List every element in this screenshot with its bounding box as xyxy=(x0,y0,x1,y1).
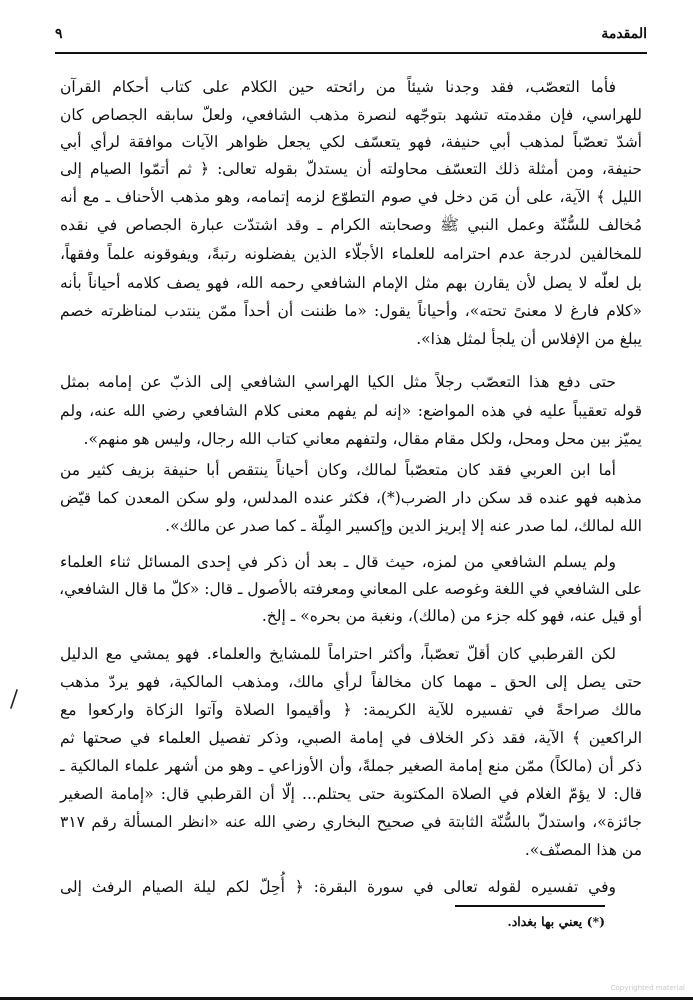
text-line: على الشافعي في اللغة وغوصه على المعاني ومعرفته بالأصول ـ قال: «كلّ ما قال الشافعي، xyxy=(59,580,642,598)
running-head xyxy=(55,26,647,48)
text-line: قال: لا يؤمّ الغلام في الصلاة المكتوبة حتى يحتلم... إلّا أن القرطبي قال: «إمامة الصغير xyxy=(60,785,642,803)
text-line: حتى يصل إلى الحق ـ مهما كان مخالفاً لرأي مالك، ومذهب المالكية، فهو يردّ مذهب xyxy=(60,673,642,691)
text-line: الراكعين ﴾ الآية، فقد ذكر الخلاف في إمامة الصبي، وذكر تفصيل العلماء في صحتها ثم xyxy=(60,729,642,747)
watermark: Copyrighted material xyxy=(610,984,685,992)
header-rule xyxy=(55,52,647,54)
text-line: مُخالف للسُّنّة وعمل النبي ﷺ وصحابته الكرام ـ وقد اشتدّت عبارة الجصاص في نقده xyxy=(60,216,642,234)
footnote: (*) يعني بها بغداد. xyxy=(507,914,605,929)
text-line: ذكر أن (مالكاً) ممّن منع إمامة الصغير جملةً، وأن الأوزاعي ـ وهو من أشهر علماء المالكية ـ xyxy=(60,757,642,775)
text-line: الليل ﴾ الآية، على أن مَن دخل في صوم التطوّع لزمه إتمامه، وهو مذهب الأحناف ـ مع أنه xyxy=(60,188,642,206)
text-line: قوله تعقيباً عليه في هذه المواضع: «إنه لم يفهم معنى كلام الشافعي رضي الله عنه، ولم xyxy=(60,402,642,420)
text-line: أو قيل عنه، فهو كله جزء من (مالك)، ونغبة من بحره» ـ إلخ. xyxy=(261,607,642,625)
footnote-rule xyxy=(455,905,605,907)
text-line: حتى دفع هذا التعصّب رجلاً مثل الكيا الهراسي الشافعي إلى الذبّ عن إمامه بمثل xyxy=(60,373,616,391)
text-line: لكن القرطبي كان أقلّ تعصّباً، وأكثر احتراماً للمشايخ والعلماء. فهو يمشي مع الدليل xyxy=(60,645,616,663)
text-line: جائزة»، واستدلّ بالسُّنّة الثابتة في صحيح البخاري رضي الله عنه «انظر المسألة رقم ٣١٧ xyxy=(60,813,642,831)
text-line: للهراسي، فإن مقدمته تشهد بتوجّهه لنصرة مذهب الشافعي، ولعلّ سابقه الجصاص كان xyxy=(60,106,642,124)
text-line: حنيفة، ومن أمثلة ذلك التعسّف محاولته أن يستدلّ بقوله تعالى: ﴿ ثم أتمّوا الصيام إلى xyxy=(60,160,642,178)
text-line: ولم يسلم الشافعي من لمزه، حيث قال ـ بعد أن ذكر في إحدى المسائل ثناء العلماء xyxy=(60,553,616,571)
text-line: يميّز بين محل ومحل، ولكل مقام مقال، ولتفهم معاني كتاب الله رجال، وليس هو منهم». xyxy=(83,430,642,448)
text-line: بل لعلّه لا يصل لأن يقارن بهم مثل الإمام الشافعي رحمه الله، فهو يصف كلامه أحياناً بأنه xyxy=(60,274,642,292)
text-line: مالك صراحةً في تفسيره للآية الكريمة: ﴿ وأقيموا الصلاة وآتوا الزكاة واركعوا مع xyxy=(60,701,642,719)
text-line: للمخالفين لدرجة عدم احترامه للعلماء الأجلّاء الذين يفضلونه رتبةً، ويفوقونه علماً وفقهاً، xyxy=(60,245,642,263)
text-line: أما ابن العربي فقد كان متعصّباً لمالك، وكان أحياناً ينتقص أبا حنيفة بزيف كثير من xyxy=(60,461,616,479)
text-line: من هذا المصنّف». xyxy=(524,841,642,859)
pen-mark-icon xyxy=(8,688,20,710)
text-line: أشدّ تعصّباً لمذهب أبي حنيفة، فهو يتعسّف لكي يجعل ظواهر الآيات موافقة لرأي أبي xyxy=(60,133,642,151)
text-line: الله لمالك، لما صدر عنه إلا إبريز الدين وإكسير المِلّة ـ كما صدر عن مالك». xyxy=(165,517,642,535)
page-number: ٩ xyxy=(55,26,63,42)
text-line: يبلغ من الإفلاس أن يلجأ لمثل هذا». xyxy=(416,330,642,348)
text-line: فأما التعصّب، فقد وجدنا شيئاً من رائحته حين الكلام على كتاب أحكام القرآن xyxy=(60,78,616,96)
text-line: وفي تفسيره لقوله تعالى في سورة البقرة: ﴿ أُحِلّ لكم ليلة الصيام الرفث إلى xyxy=(60,878,616,896)
chapter-title: المقدمة xyxy=(601,26,647,42)
text-line: «كلام فارغ لا معنىً تحته»، وأحياناً يقول: «ما ظننت أن أحداً ممّن ينتدب لمناظرته خصم xyxy=(60,302,642,320)
text-line: مذهبه فهو عنده قد سكن دار الضرب(*)، فكثر عنده المدلس، ولو سكن المعدن كما قيّض xyxy=(60,489,642,507)
